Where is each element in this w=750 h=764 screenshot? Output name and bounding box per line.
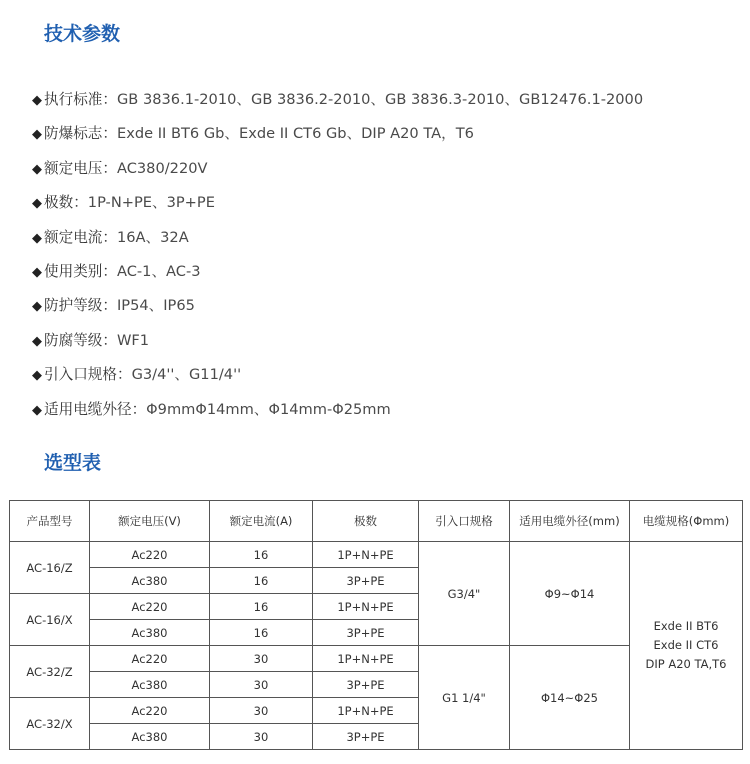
param-value: G3/4''、G11/4''	[131, 366, 242, 384]
param-standard	[32, 88, 643, 122]
param-value: 1P-N+PE、3P+PE	[87, 194, 215, 212]
header-model: 产品型号	[10, 501, 90, 542]
param-protection-level	[32, 294, 643, 328]
param-value: Exde II BT6 Gb、Exde II CT6 Gb、DIP A20 TA，T6	[116, 125, 474, 143]
diamond-bullet-icon: ◆	[32, 196, 42, 212]
tech-params-title: 技术参数	[44, 23, 121, 45]
poles-cell: 3P+PE	[313, 724, 419, 750]
param-key: 额定电压：	[44, 159, 117, 177]
param-key: 防腐等级：	[44, 331, 117, 349]
diameter-cell: Φ9~Φ14	[510, 542, 630, 646]
diamond-bullet-icon: ◆	[32, 368, 42, 384]
cable-spec-line: Exde II CT6	[653, 638, 719, 652]
current-cell: 30	[210, 698, 313, 724]
voltage-cell: Ac380	[90, 724, 210, 750]
poles-cell: 1P+N+PE	[313, 542, 419, 568]
header-cable-spec: 电缆规格(Φmm)	[630, 501, 743, 542]
poles-cell: 1P+N+PE	[313, 594, 419, 620]
inlet-cell: G1 1/4"	[419, 646, 510, 750]
current-cell: 16	[210, 594, 313, 620]
diamond-bullet-icon: ◆	[32, 127, 42, 143]
header-poles: 极数	[313, 501, 419, 542]
current-cell: 16	[210, 542, 313, 568]
diamond-bullet-icon: ◆	[32, 402, 42, 418]
current-cell: 30	[210, 646, 313, 672]
model-cell: AC-32/Z	[10, 646, 90, 698]
voltage-cell: Ac380	[90, 672, 210, 698]
param-value: GB 3836.1-2010、GB 3836.2-2010、GB 3836.3-2010、GB12476.1-2000	[116, 91, 644, 108]
cable-spec-line: DIP A20 TA,T6	[645, 657, 727, 671]
param-value: AC-1、AC-3	[116, 262, 201, 280]
param-value: WF1	[116, 331, 150, 349]
param-usage-category	[32, 260, 643, 294]
diamond-bullet-icon: ◆	[32, 93, 42, 108]
current-cell: 30	[210, 672, 313, 698]
voltage-cell: Ac220	[90, 698, 210, 724]
param-value: 16A、32A	[116, 228, 189, 246]
model-cell: AC-16/Z	[10, 542, 90, 594]
param-inlet-spec	[32, 363, 643, 397]
inlet-cell: G3/4"	[419, 542, 510, 646]
param-key: 极数：	[44, 194, 88, 212]
param-rated-current	[32, 226, 643, 260]
current-cell: 16	[210, 620, 313, 646]
diameter-cell: Φ14~Φ25	[510, 646, 630, 750]
param-poles	[32, 191, 643, 225]
param-key: 防护等级：	[44, 297, 117, 315]
header-inlet: 引入口规格	[419, 501, 510, 542]
model-cell: AC-16/X	[10, 594, 90, 646]
header-cable-diameter: 适用电缆外径(mm)	[510, 501, 630, 542]
poles-cell: 1P+N+PE	[313, 698, 419, 724]
diamond-bullet-icon: ◆	[32, 161, 42, 177]
current-cell: 30	[210, 724, 313, 750]
table-row	[10, 542, 743, 568]
diamond-bullet-icon: ◆	[32, 299, 42, 315]
param-value: IP54、IP65	[116, 297, 195, 315]
voltage-cell: Ac380	[90, 568, 210, 594]
voltage-cell: Ac380	[90, 620, 210, 646]
diamond-bullet-icon: ◆	[32, 230, 42, 246]
voltage-cell: Ac220	[90, 646, 210, 672]
cable-spec-line: Exde II BT6	[653, 619, 719, 633]
param-explosion-mark	[32, 122, 643, 156]
param-key: 使用类别：	[44, 262, 117, 280]
selection-table-title: 选型表	[44, 452, 102, 474]
header-voltage: 额定电压(V)	[90, 501, 210, 542]
table-header-row	[10, 501, 743, 542]
param-anticorrosion-level	[32, 329, 643, 363]
poles-cell: 3P+PE	[313, 620, 419, 646]
param-cable-diameter	[32, 398, 643, 432]
selection-table	[9, 500, 743, 750]
poles-cell: 3P+PE	[313, 672, 419, 698]
diamond-bullet-icon: ◆	[32, 333, 42, 349]
param-rated-voltage	[32, 157, 643, 191]
param-key: 适用电缆外径：	[44, 400, 147, 418]
param-key: 额定电流：	[44, 228, 117, 246]
current-cell: 16	[210, 568, 313, 594]
cable-spec-cell	[630, 542, 743, 750]
param-key: 引入口规格：	[44, 366, 132, 384]
poles-cell: 3P+PE	[313, 568, 419, 594]
tech-params-list	[32, 88, 643, 432]
poles-cell: 1P+N+PE	[313, 646, 419, 672]
voltage-cell: Ac220	[90, 594, 210, 620]
header-current: 额定电流(A)	[210, 501, 313, 542]
param-key: 防爆标志：	[44, 125, 117, 143]
param-value: Φ9mmΦ14mm、Φ14mm-Φ25mm	[146, 400, 391, 418]
voltage-cell: Ac220	[90, 542, 210, 568]
param-key: 执行标准：	[44, 91, 117, 108]
param-value: AC380/220V	[116, 159, 208, 177]
diamond-bullet-icon: ◆	[32, 264, 42, 280]
model-cell: AC-32/X	[10, 698, 90, 750]
